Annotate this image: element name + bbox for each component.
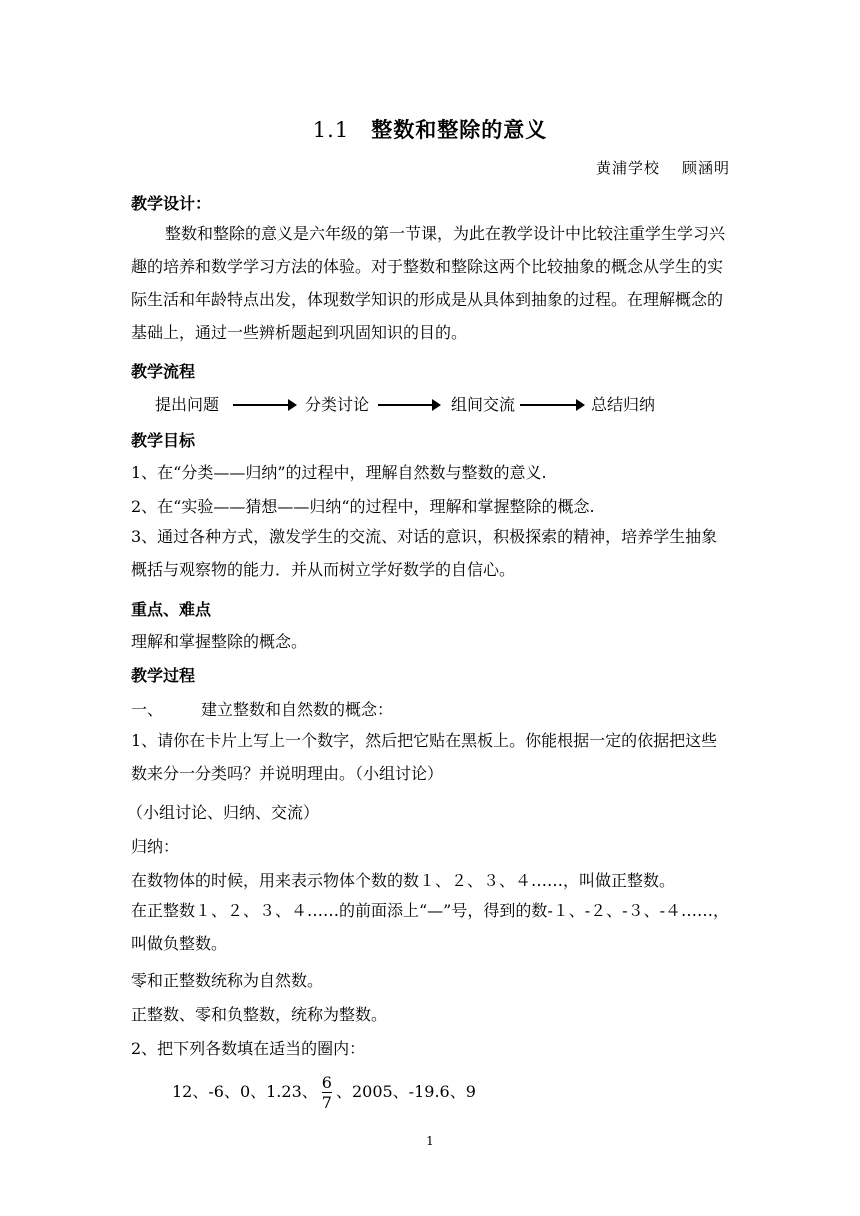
flow-step-1: 提出问题 [155,395,220,414]
goal-item-1: 1、在“分类——归纳”的过程中，理解自然数与整数的意义. [131,463,547,482]
positive-integer-definition: 在数物体的时候，用来表示物体个数的数１、２、３、４……，叫做正整数。 [131,871,676,890]
page-title [0,114,860,144]
natural-number-definition: 零和正整数统称为自然数。 [131,971,324,990]
key-heading: 重点、难点 [131,600,212,619]
page-number: 1 [426,1134,434,1148]
integer-definition: 正整数、零和负整数，统称为整数。 [131,1005,388,1024]
question-1: 1、请你在卡片上写上一个数字，然后把它贴在黑板上。你能根据一定的依据把这些数来分一分类吗？并说明理由。（小组讨论） [131,731,718,783]
design-heading: 教学设计： [131,194,212,213]
flow-step-3: 组间交流 [451,395,516,414]
process-heading: 教学过程 [131,666,196,685]
flow-step-4: 总结归纳 [591,395,656,414]
number-list [172,1073,476,1112]
negative-integer-definition: 在正整数１、２、３、４……的前面添上“—”号，得到的数-１、-２、-３、-４……，叫做负整数。 [131,901,729,953]
numbers-before: 12、-6、0、1.23、 [172,1082,318,1101]
fraction-numerator: 6 [321,1073,332,1092]
section-1-number: 一、 [131,700,164,719]
author-school: 黄浦学校 [595,159,660,177]
summary-label: 归纳： [131,837,180,856]
flow-heading: 教学流程 [131,362,196,381]
author-line [596,157,730,178]
flow-arrow-3 [520,404,583,406]
section-1-text: 建立整数和自然数的概念： [201,700,394,719]
goal-item-2: 2、在“实验——猜想——归纳“的过程中，理解和掌握整除的概念. [131,497,595,516]
title-text: 整数和整除的意义 [371,117,548,142]
fraction-denominator: 7 [321,1093,332,1112]
design-paragraph: 整数和整除的意义是六年级的第一节课，为此在教学设计中比较注重学生学习兴趣的培养和数学学习方法的体验。对于整数和整除这两个比较抽象的概念从学生的实际生活和年龄特点出发，体现数学知识的形成是从具体到抽象的过程。在理解概念的基础上，通过一些辨析题起到巩固知识的目的。 [131,224,726,342]
numbers-after: 、2005、-19.6、9 [335,1082,476,1101]
flow-arrow-1 [233,404,295,406]
question-2: 2、把下列各数填在适当的圈内： [131,1039,366,1058]
section-1-title [131,697,393,720]
flow-step-2: 分类讨论 [305,395,370,414]
author-name: 顾涵明 [681,159,730,177]
goals-heading: 教学目标 [131,431,196,450]
goal-item-3: 3、通过各种方式，激发学生的交流、对话的意识，积极探索的精神，培养学生抽象概括与观察物的能力．并从而树立学好数学的自信心。 [131,527,718,579]
discussion-note: （小组讨论、归纳、交流） [127,803,320,822]
key-text: 理解和掌握整除的概念。 [131,632,308,651]
flow-arrow-2 [378,404,439,406]
title-number: 1.1 [312,118,350,142]
fraction-six-sevenths [322,1073,332,1112]
